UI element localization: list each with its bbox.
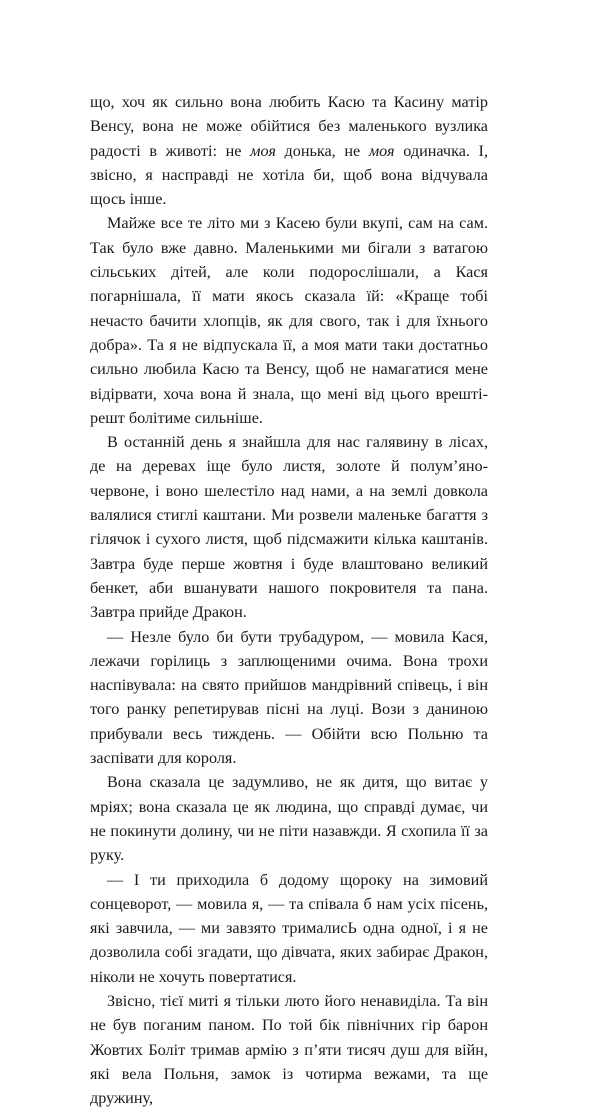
book-page: [90, 90, 488, 1110]
text-segment: донька, не: [275, 141, 369, 160]
text-segment: В останній день я знайшла для нас галявину в лісах, де на деревах іще було листя, золоте й полум’яно-червоне, і воно шелестіло над нами, а на землі довкола валялися стиглі каштани. Ми розвели маленьке багаття з гілячок і сухого листя, щоб підсмажити кілька каштанів. Завтра буде перше жовтня і буде влаштовано великий бенкет, аби вшанувати нашого покровителя та пана. Завтра прийде Дракон.: [90, 433, 488, 622]
text-segment: Вона сказала це задумливо, не як дитя, що витає у мріях; вона сказала це як людина, що справді думає, чи не покинути долину, чи не піти назавжди. Я схопила її за руку.: [90, 773, 488, 865]
paragraph-5: [90, 770, 488, 867]
paragraph-2: [90, 211, 488, 430]
text-segment: — Незле було би бути трубадуром, — мовила Кася, лежачи горілиць з заплющеними очима. Вона трохи наспівувала: на свято прийшов мандрівний співець, і він того ранку репетирував пісні на луці. Вози з даниною прибували весь тиждень. — Обійти всю Польню та заспівати для короля.: [90, 627, 488, 768]
paragraph-6: [90, 868, 488, 989]
emphasis-text: моя: [250, 141, 276, 160]
paragraph-7: [90, 989, 488, 1110]
text-segment: одиначка. І, звісно, я насправді не хотіла би, щоб вона відчувала щось інше.: [90, 141, 488, 209]
text-segment: Звісно, тієї миті я тільки люто його ненавиділа. Та він не був поганим паном. По той бік північних гір барон Жовтих Боліт тримав армію з п’яти тисяч душ для війн, які вела Польня, замок із чотирма вежами, та ще дружину,: [90, 991, 488, 1108]
paragraph-1: [90, 90, 488, 211]
text-segment: — І ти приходила б додому щороку на зимовий сонцеворот, — мовила я, — та співала б нам усіх пісень, які завчила, — ми завзято трималисЬ одна одної, і я не дозволила собі згадати, що дівчата, яких забирає Дракон, ніколи не хочуть повертатися.: [90, 870, 488, 986]
emphasis-text: моя: [368, 141, 395, 160]
paragraph-4: [90, 625, 488, 771]
text-segment: що, хоч як сильно вона любить Касю та Касину матір Венсу, вона не може обійтися без маленького вузлика радості в животі: не: [90, 93, 488, 160]
paragraph-3: [90, 430, 488, 624]
text-segment: Майже все те літо ми з Касею були вкупі, сам на сам. Так було вже давно. Маленькими ми бігали з ватагою сільських дітей, але коли подорослішали, а Кася погарнішала, її мати якось сказала їй: «Краще тобі нечасто бачити хлопців, як для свого, так і для їхнього добра». Та я не відпускала її, а моя мати таки достатньо сильно любила Касю та Венсу, щоб не намагатися мене відірвати, хоча вона й знала, що мені від цього врешті-решт болітиме сильніше.: [90, 214, 488, 427]
